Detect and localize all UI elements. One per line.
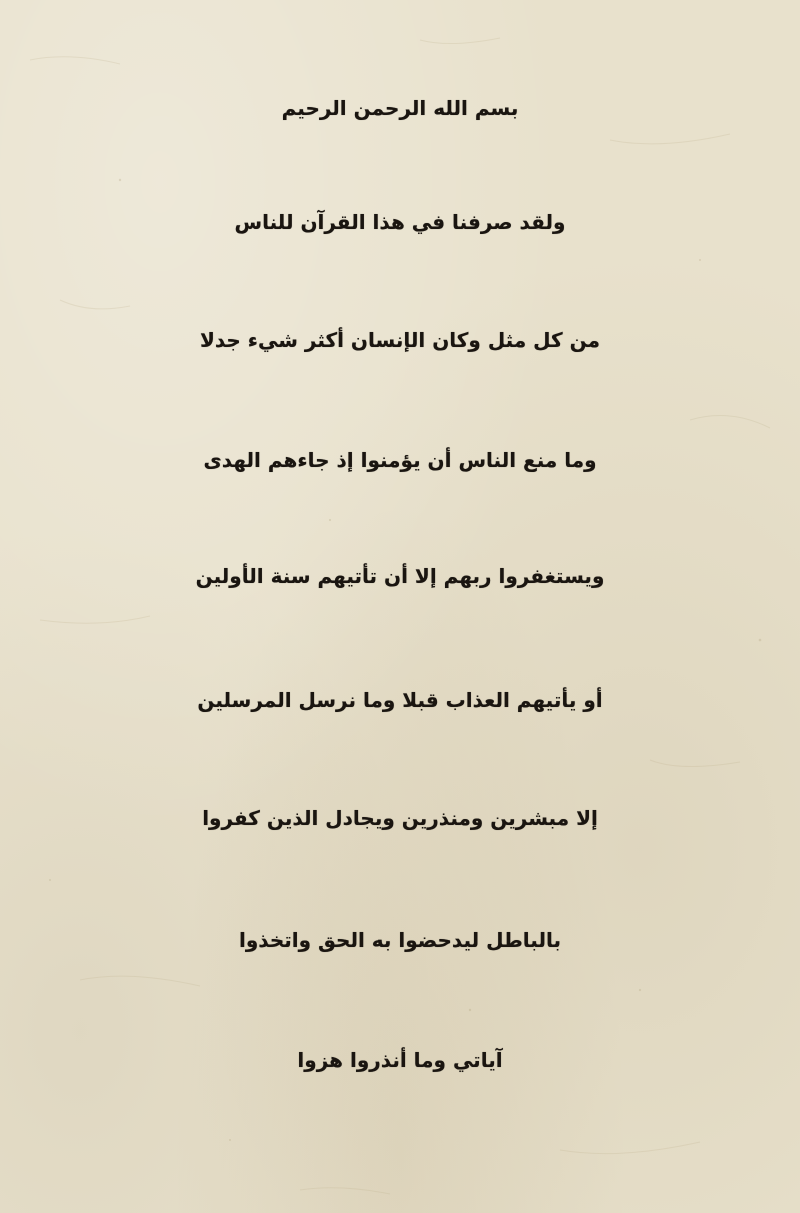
verse-line-5: أو يأتيهم العذاب قبلا وما نرسل المرسلين	[197, 688, 603, 712]
verse-line-4: ويستغفروا ربهم إلا أن تأتيهم سنة الأولين	[195, 564, 605, 588]
verse-line-2: من كل مثل وكان الإنسان أكثر شيء جدلا	[199, 328, 601, 352]
verse-line-1: ولقد صرفنا في هذا القرآن للناس	[234, 210, 566, 234]
verse-line-7: بالباطل ليدحضوا به الحق واتخذوا	[239, 928, 561, 952]
verse-line-3: وما منع الناس أن يؤمنوا إذ جاءهم الهدى	[203, 448, 597, 472]
verse-line-6: إلا مبشرين ومنذرين ويجادل الذين كفروا	[202, 806, 598, 830]
verse-line-8: آياتي وما أنذروا هزوا	[297, 1048, 503, 1072]
basmala-line: بسم الله الرحمن الرحيم	[281, 96, 519, 120]
